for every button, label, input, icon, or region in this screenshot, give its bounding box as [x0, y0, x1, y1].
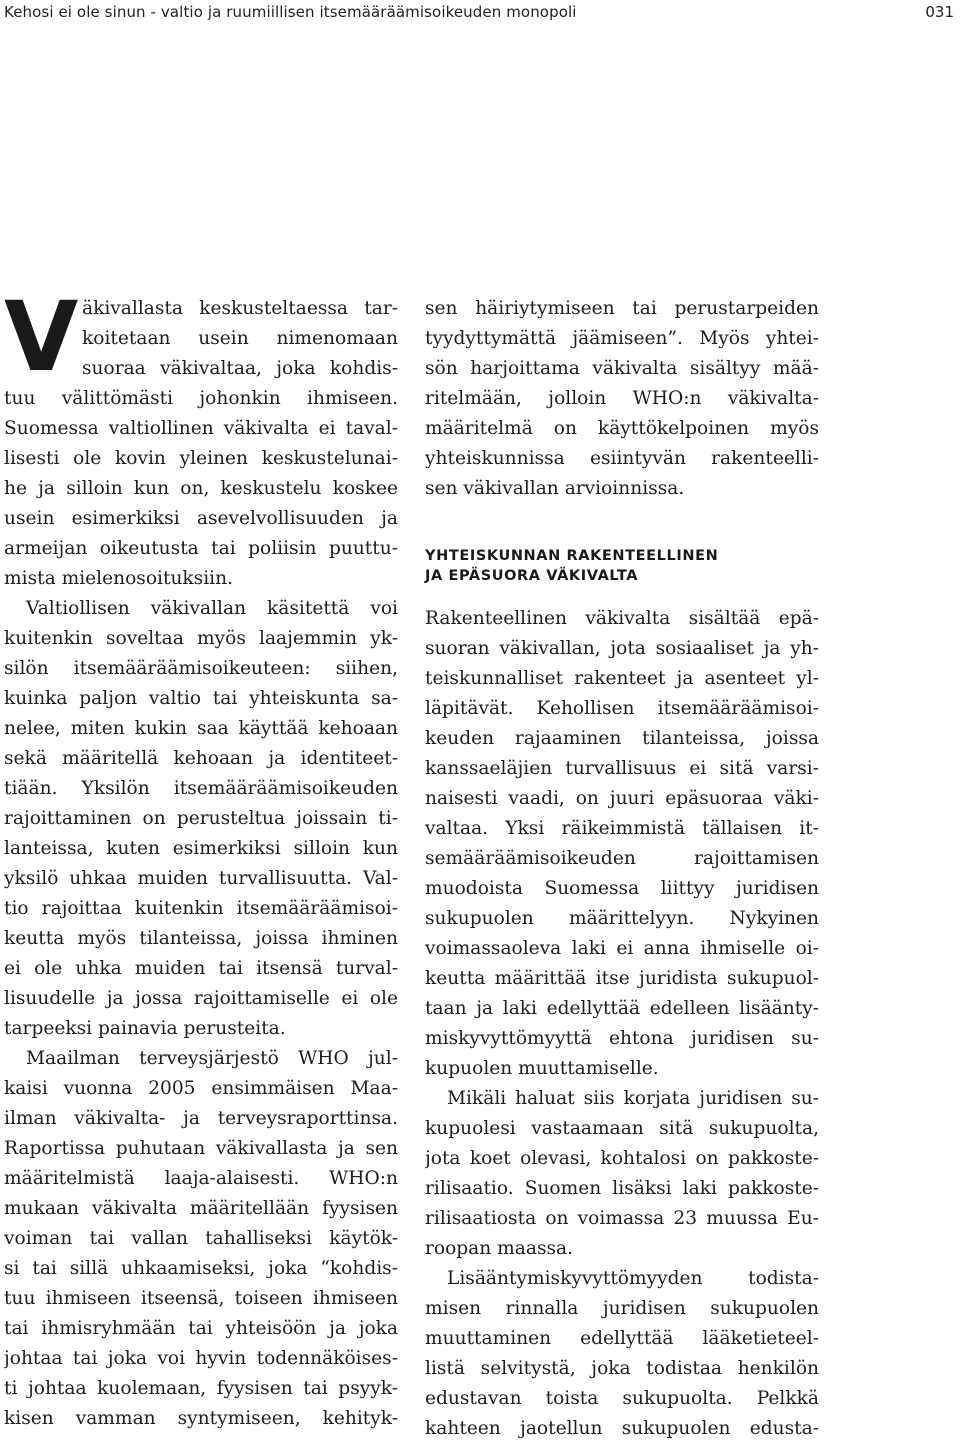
text-line: kupuolen muuttamiselle. — [425, 1058, 659, 1079]
text-line: Rakenteellinen väkivalta sisältää epä- — [425, 608, 819, 629]
text-line: kupuolesi vastaamaan sitä sukupuolta, — [425, 1118, 819, 1139]
text-line: määritelmä on käyttökelpoinen myös — [425, 418, 819, 439]
text-line: rilisaatio. Suomen lisäksi laki pakkoste- — [425, 1178, 819, 1199]
text-line: nelee, miten kukin saa käyttää kehoaan — [4, 718, 398, 739]
text-line: äkivallasta keskusteltaessa tar- — [82, 298, 398, 319]
text-line: lisesti ole kovin yleinen keskustelunai- — [4, 448, 398, 469]
text-line: Raportissa puhutaan väkivallasta ja sen — [4, 1138, 398, 1159]
text-line: tarpeeksi painavia perusteita. — [4, 1018, 286, 1039]
text-line: silön itsemääräämisoikeuteen: siihen, — [4, 658, 398, 679]
text-line: naisesti vaadi, on juuri epäsuoraa väki- — [425, 788, 819, 809]
text-line: voiman tai vallan tahalliseksi käytök- — [4, 1228, 398, 1249]
text-line: keuden rajaaminen tilanteissa, joissa — [425, 728, 819, 749]
text-line: Valtiollisen väkivallan käsitettä voi — [26, 598, 398, 619]
text-line: suoran väkivallan, jota sosiaaliset ja yh- — [425, 638, 819, 659]
text-line: Maailman terveysjärjestö WHO jul- — [26, 1048, 398, 1069]
section-heading-line: JA EPÄSUORA VÄKIVALTA — [425, 568, 639, 584]
text-line: mista mielenosoituksiin. — [4, 568, 234, 589]
text-line: keutta määrittää itse juridista sukupuol- — [425, 968, 819, 989]
text-line: läpitävät. Kehollisen itsemääräämisoi- — [425, 698, 819, 719]
text-line: ti johtaa kuolemaan, fyysisen tai psyyk- — [4, 1378, 398, 1399]
text-line: lanteissa, kuten esimerkiksi silloin kun — [4, 838, 398, 859]
text-line: teiskunnalliset rakenteet ja asenteet yl- — [425, 668, 819, 689]
section-heading — [425, 504, 819, 604]
text-line: tuu välittömästi johonkin ihmiseen. — [4, 388, 398, 409]
text-line: suoraa väkivaltaa, joka kohdis- — [82, 358, 398, 379]
text-line: yksilö uhkaa muiden turvallisuutta. Val- — [4, 868, 398, 889]
text-line: johtaa tai joka voi hyvin todennäköises- — [4, 1348, 398, 1369]
text-line: armeijan oikeutusta tai poliisin puuttu- — [4, 538, 398, 559]
text-line: si tai sillä uhkaamiseksi, joka “kohdis- — [4, 1258, 398, 1279]
text-line: ilman väkivalta- ja terveysraporttinsa. — [4, 1108, 398, 1129]
text-line: sön harjoittama väkivalta sisältyy mää- — [425, 358, 819, 379]
text-line: keutta myös tilanteissa, joissa ihminen — [4, 928, 398, 949]
text-line: voimassaoleva laki ei anna ihmiselle oi- — [425, 938, 819, 959]
text-line: Lisääntymiskyvyttömyyden todista- — [447, 1268, 819, 1289]
text-line: ei ole uhka muiden tai itsensä turval- — [4, 958, 398, 979]
section-heading-line: YHTEISKUNNAN RAKENTEELLINEN — [425, 548, 719, 564]
running-title: Kehosi ei ole sinun - valtio ja ruumiillisen itsemääräämisoikeuden monopoli — [4, 3, 577, 21]
text-line: miskyvyttömyyttä ehtona juridisen su- — [425, 1028, 819, 1049]
text-line: tio rajoittaa kuitenkin itsemääräämisoi- — [4, 898, 398, 919]
text-line: muodoista Suomessa liittyy juridisen — [425, 878, 819, 899]
text-line: sen häiriytymiseen tai perustarpeiden — [425, 298, 819, 319]
text-line: rilisaatiosta on voimassa 23 muussa Eu- — [425, 1208, 819, 1229]
text-line: valtaa. Yksi räikeimmistä tällaisen it- — [425, 818, 819, 839]
text-line: lisuudelle ja jossa rajoittamiselle ei ole — [4, 988, 398, 1009]
text-line: sekä määritellä kehoaan ja identiteet- — [4, 748, 398, 769]
text-line: sen väkivallan arvioinnissa. — [425, 478, 685, 499]
text-line: sukupuolen määrittelyyn. Nykyinen — [425, 908, 819, 929]
text-line: misen rinnalla juridisen sukupuolen — [425, 1298, 819, 1319]
text-line: tai ihmisryhmään tai yhteisöön ja joka — [4, 1318, 398, 1339]
text-line: tuu ihmiseen itseensä, toiseen ihmiseen — [4, 1288, 398, 1309]
text-line: kuitenkin soveltaa myös laajemmin yk- — [4, 628, 398, 649]
text-line: semääräämisoikeuden rajoittamisen — [425, 848, 819, 869]
left-column — [4, 281, 398, 1434]
text-line: roopan maassa. — [425, 1238, 574, 1259]
page-number: 031 — [925, 3, 954, 21]
text-line: Suomessa valtiollinen väkivalta ei taval- — [4, 418, 398, 439]
text-line: kisen vamman syntymiseen, kehityk- — [4, 1408, 398, 1429]
text-line: mukaan väkivalta määritellään fyysisen — [4, 1198, 398, 1219]
text-line: kanssaeläjien turvallisuus ei sitä varsi- — [425, 758, 819, 779]
text-line: kuinka paljon valtio tai yhteiskunta sa- — [4, 688, 398, 709]
text-line: kaisi vuonna 2005 ensimmäisen Maa- — [4, 1078, 398, 1099]
text-line: koitetaan usein nimenomaan — [82, 328, 398, 349]
text-line: taan ja laki edellyttää edelleen lisäänty- — [425, 998, 819, 1019]
text-line: yhteiskunnissa esiintyvän rakenteelli- — [425, 448, 819, 469]
text-line: kahteen jaotellun sukupuolen edusta- — [425, 1418, 819, 1439]
text-line: listä selvitystä, joka todistaa henkilön — [425, 1358, 819, 1379]
text-line: rajoittaminen on perusteltua joissain ti- — [4, 808, 398, 829]
text-line: muuttaminen edellyttää lääketieteel- — [425, 1328, 819, 1349]
text-line: he ja silloin kun on, keskustelu koskee — [4, 478, 398, 499]
text-line: usein esimerkiksi asevelvollisuuden ja — [4, 508, 398, 529]
text-line: ritelmään, jolloin WHO:n väkivalta- — [425, 388, 819, 409]
text-line: edustavan toista sukupuolta. Pelkkä — [425, 1388, 819, 1409]
text-line: määritelmistä laaja-alaisesti. WHO:n — [4, 1168, 398, 1189]
text-line: tyydyttymättä jäämiseen”. Myös yhtei- — [425, 328, 819, 349]
text-line: Mikäli haluat siis korjata juridisen su- — [447, 1088, 819, 1109]
right-column — [425, 294, 819, 1444]
drop-cap: V — [4, 281, 79, 393]
text-line: tiään. Yksilön itsemääräämisoikeuden — [4, 778, 398, 799]
text-line: jota koet olevasi, kohtalosi on pakkoste- — [425, 1148, 819, 1169]
